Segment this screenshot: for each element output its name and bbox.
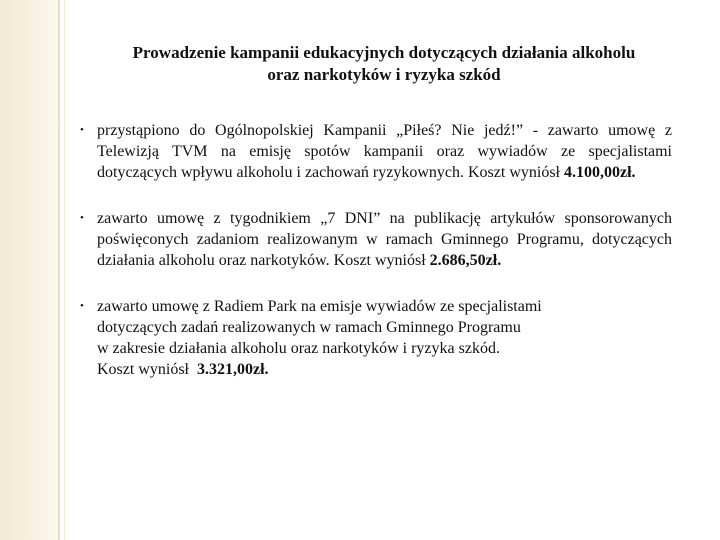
bullet-symbol: • xyxy=(80,124,84,136)
slide-title-line-2: oraz narkotyków i ryzyka szkód xyxy=(267,65,501,84)
decorative-band-edge xyxy=(58,0,60,540)
slide-title-line-1: Prowadzenie kampanii edukacyjnych dotyczących działania alkoholu xyxy=(132,43,636,62)
bullet-text-line-1: zawarto umowę z Radiem Park na emisje wywiadów ze specjalistami xyxy=(97,298,542,315)
bullet-list xyxy=(78,120,672,405)
bullet-symbol: • xyxy=(80,300,84,312)
decorative-band-edge-thin xyxy=(64,0,65,540)
bullet-text-line-2: dotyczących zadań realizowanych w ramach Gminnego Programu xyxy=(97,319,521,336)
decorative-left-band xyxy=(0,0,58,540)
bullet-text: przystąpiono do Ogólnopolskiej Kampanii „Piłeś? Nie jedź!” - zawarto umowę z Telewizją TVM na emisję spotów kampanii oraz wywiadów ze specjalistami dotyczących wpływu alkoholu i zachowań ryzykownych. Koszt wyniósł xyxy=(97,122,672,181)
bullet-item-radio-park xyxy=(78,296,672,380)
bullet-item-7dni-articles xyxy=(78,208,672,271)
bullet-item-tvm-campaign xyxy=(78,120,672,183)
bullet-text-line-4: Koszt wyniósł xyxy=(97,361,197,378)
slide-title xyxy=(74,42,694,86)
bullet-cost: 3.321,00zł. xyxy=(197,361,269,378)
bullet-cost: 4.100,00zł. xyxy=(564,164,636,181)
bullet-text: zawarto umowę z tygodnikiem „7 DNI” na publikację artykułów sponsorowanych poświęconych zadaniom realizowanym w ramach Gminnego Programu, dotyczących działania alkoholu oraz narkotyków. Koszt wyniósł xyxy=(97,210,672,269)
bullet-text-line-3: w zakresie działania alkoholu oraz narkotyków i ryzyka szkód. xyxy=(97,340,500,357)
bullet-cost: 2.686,50zł. xyxy=(429,252,502,269)
bullet-symbol: • xyxy=(80,212,84,224)
